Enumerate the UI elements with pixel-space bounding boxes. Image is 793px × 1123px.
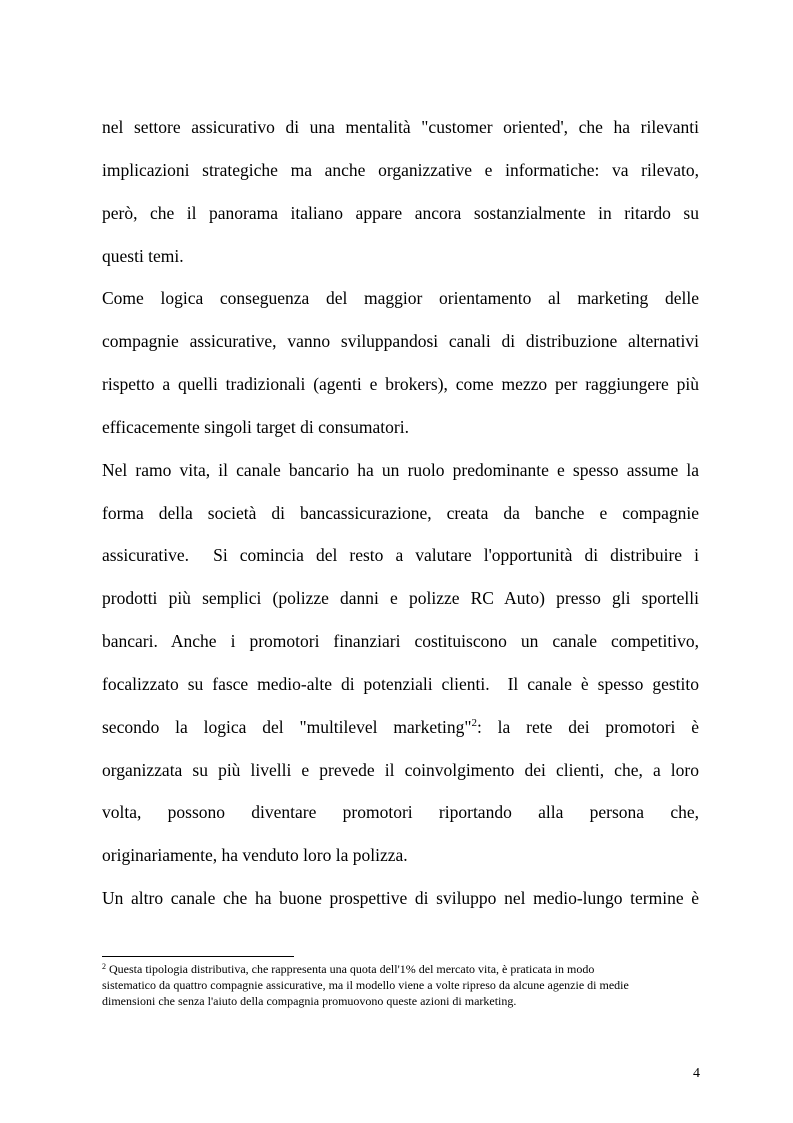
- body-line: implicazioni strategiche ma anche organizzative e informatiche: va rilevato,: [102, 160, 699, 180]
- body-line: volta, possono diventare promotori riportando alla persona che,: [102, 802, 699, 822]
- body-line: Nel ramo vita, il canale bancario ha un ruolo predominante e spesso assume la: [102, 460, 699, 480]
- footnote-marker: 2: [102, 962, 106, 971]
- body-line: efficacemente singoli target di consumatori.: [102, 417, 409, 437]
- footnote-text: Questa tipologia distributiva, che rappresenta una quota dell'1% del mercato vita, è praticata in modo: [106, 962, 595, 976]
- body-line: nel settore assicurativo di una mentalità "customer oriented', che ha rilevanti: [102, 117, 699, 137]
- body-line: organizzata su più livelli e prevede il coinvolgimento dei clienti, che, a loro: [102, 760, 699, 780]
- body-line: originariamente, ha venduto loro la polizza.: [102, 845, 408, 865]
- body-line: bancari. Anche i promotori finanziari costituiscono un canale competitivo,: [102, 631, 699, 651]
- body-line: forma della società di bancassicurazione, creata da banche e compagnie: [102, 503, 699, 523]
- body-line: Come logica conseguenza del maggior orientamento al marketing delle: [102, 288, 699, 308]
- body-line: rispetto a quelli tradizionali (agenti e brokers), come mezzo per raggiungere più: [102, 374, 699, 394]
- body-line: però, che il panorama italiano appare ancora sostanzialmente in ritardo su: [102, 203, 699, 223]
- body-line: Un altro canale che ha buone prospettive di sviluppo nel medio-lungo termine è: [102, 888, 699, 908]
- body-text: : la rete dei promotori è: [476, 717, 700, 737]
- body-line-with-footnote: [102, 716, 699, 738]
- footnote-separator: [102, 956, 294, 957]
- footnote-line: sistematico da quattro compagnie assicurative, ma il modello viene a volte ripreso da alcune agenzie di medie: [102, 978, 629, 992]
- body-line: compagnie assicurative, vanno sviluppandosi canali di distribuzione alternativi: [102, 331, 699, 351]
- page-number: 4: [693, 1066, 700, 1081]
- body-line: questi temi.: [102, 246, 184, 266]
- body-line: prodotti più semplici (polizze danni e polizze RC Auto) presso gli sportelli: [102, 588, 699, 608]
- footnote-line: dimensioni che senza l'aiuto della compagnia promuovono queste azioni di marketing.: [102, 994, 517, 1008]
- footnote-line: [102, 962, 699, 977]
- body-line: assicurative. Si comincia del resto a valutare l'opportunità di distribuire i: [102, 545, 699, 565]
- body-text: secondo la logica del "multilevel marketing": [102, 717, 472, 737]
- body-line: focalizzato su fasce medio-alte di potenziali clienti. Il canale è spesso gestito: [102, 674, 699, 694]
- footnote-ref: 2: [471, 717, 477, 729]
